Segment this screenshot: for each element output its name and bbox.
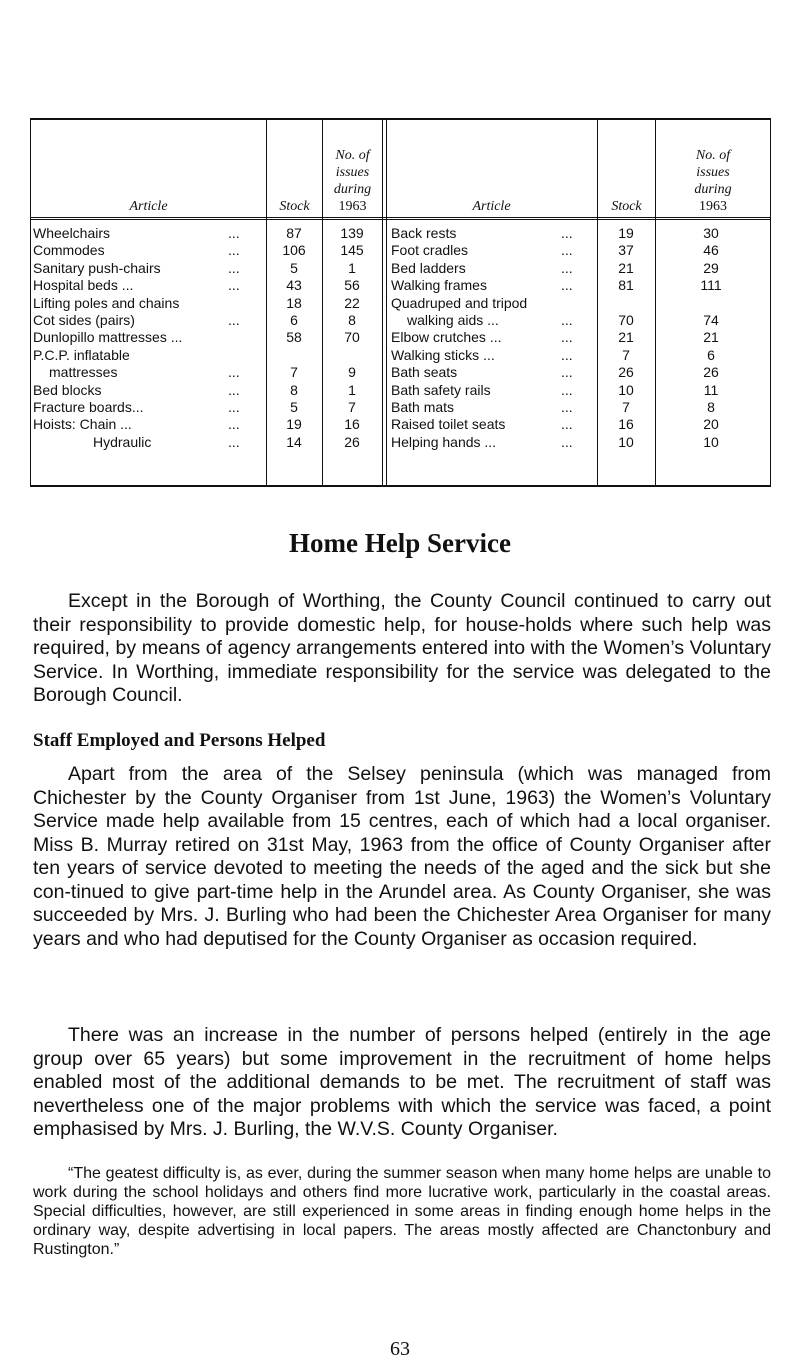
- leader-dots: ...: [228, 381, 240, 398]
- paragraph-increase: There was an increase in the number of persons helped (entirely in the age group over 65 years) but some improvement in the recruitment of home helps enabled most of the additional demands to be met. The recruitment of staff was nevertheless one of the major problems with which the service was faced, a point emphasised by Mrs. J. Burling, the W.V.S. County Organiser.: [33, 1024, 771, 1140]
- leader-dots: ...: [228, 225, 240, 241]
- table-cell-article: Hospital beds ...: [33, 277, 134, 294]
- table-cell-issues: 7: [348, 399, 356, 415]
- table-cell-article: Fracture boards...: [33, 399, 144, 415]
- header-article: Article: [129, 199, 168, 214]
- leader-dots: ...: [561, 364, 573, 381]
- table-cell-issues: 16: [344, 416, 360, 433]
- table-cell-article: Bath mats: [391, 399, 455, 415]
- leader-dots: ...: [561, 242, 573, 259]
- quote-block: “The geatest difficulty is, as ever, during the summer season when many home helps are unable to work during the school holidays and others find more lucrative work, particularly in the coastal areas. Special difficulties, however, are still experienced in some areas in finding enough home helps in the ordinary way, despite advertising in local papers. The areas mostly affected are Chanctonbury and Rustington.”: [33, 1165, 771, 1258]
- leader-dots: ...: [228, 277, 240, 294]
- table-cell-article: Elbow crutches ...: [391, 329, 502, 346]
- table-cell-article: Walking sticks ...: [391, 346, 495, 363]
- table-cell-stock: 19: [286, 416, 302, 433]
- table-cell-stock: 6: [290, 312, 298, 328]
- aids-table: [30, 118, 771, 487]
- table-cell-article: Helping hands ...: [391, 433, 497, 450]
- table-cell-article: Wheelchairs: [33, 225, 111, 241]
- header-issues: No. of issues during 1963: [694, 148, 732, 214]
- leader-dots: ...: [561, 225, 573, 241]
- leader-dots: ...: [561, 277, 573, 294]
- table-cell-article: Walking frames: [391, 277, 487, 294]
- leader-dots: ...: [228, 242, 240, 259]
- table-cell-issues: 30: [703, 225, 719, 241]
- table-cell-article: Bed ladders: [391, 259, 466, 276]
- table-cell-issues: 8: [348, 312, 356, 328]
- leader-dots: ...: [561, 329, 573, 346]
- table-cell-issues: 20: [703, 416, 719, 433]
- table-cell-article: Back rests: [391, 225, 457, 241]
- header-stock: Stock: [611, 199, 642, 214]
- table-cell-stock: 16: [618, 416, 634, 433]
- table-cell-stock: 81: [618, 277, 634, 294]
- header-article: Article: [472, 199, 511, 214]
- table-cell-issues: 6: [707, 346, 715, 363]
- table-cell-article: Sanitary push-chairs: [33, 259, 161, 276]
- table-cell-stock: 10: [618, 433, 634, 450]
- table-cell-article: Hydraulic: [93, 433, 152, 450]
- leader-dots: ...: [561, 346, 573, 363]
- leader-dots: ...: [561, 416, 573, 433]
- table-cell-stock: 106: [282, 242, 306, 259]
- leader-dots: ...: [228, 416, 240, 433]
- table-cell-article: Bath seats: [391, 364, 458, 381]
- table-cell-issues: 29: [703, 259, 719, 276]
- table-cell-stock: 87: [286, 225, 302, 241]
- table-cell-issues: 145: [340, 242, 364, 259]
- table-cell-article: Cot sides (pairs): [33, 312, 135, 328]
- table-cell-issues: 70: [344, 329, 360, 346]
- table-cell-issues: 9: [348, 364, 356, 381]
- leader-dots: ...: [228, 433, 240, 450]
- leader-dots: ...: [561, 399, 573, 415]
- leader-dots: ...: [561, 312, 573, 328]
- table-cell-issues: 1: [348, 259, 356, 276]
- table-cell-article: Bath safety rails: [391, 381, 491, 398]
- table-cell-issues: 11: [703, 381, 719, 398]
- table-cell-stock: 21: [618, 329, 634, 346]
- table-cell-issues: 26: [703, 364, 719, 381]
- table-cell-issues: 56: [344, 277, 360, 294]
- table-cell-stock: 10: [618, 381, 634, 398]
- table-cell-issues: 74: [703, 312, 719, 328]
- table-cell-stock: 14: [286, 433, 302, 450]
- header-issues: No. of issues during 1963: [333, 148, 372, 214]
- table-cell-stock: 7: [622, 346, 630, 363]
- header-rule: [31, 217, 770, 220]
- table-cell-article: Foot cradles: [391, 242, 469, 259]
- table-cell-issues: 22: [344, 294, 360, 311]
- leader-dots: ...: [561, 259, 573, 276]
- leader-dots: ...: [561, 381, 573, 398]
- table-cell-stock: 21: [618, 259, 634, 276]
- table-cell-issues: 8: [707, 399, 715, 415]
- table-cell-stock: 5: [290, 259, 298, 276]
- table-cell-issues: 46: [703, 242, 719, 259]
- table-cell-stock: 70: [618, 312, 634, 328]
- leader-dots: ...: [228, 364, 240, 381]
- table-cell-issues: 1: [348, 381, 356, 398]
- table-cell-stock: 19: [618, 225, 634, 241]
- table-cell-stock: 7: [290, 364, 298, 381]
- table-cell-article: Dunlopillo mattresses ...: [33, 329, 183, 346]
- table-cell-issues: 111: [700, 277, 722, 294]
- table-cell-article: Bed blocks: [33, 381, 102, 398]
- table-cell-stock: 43: [286, 277, 302, 294]
- table-cell-article: P.C.P. inflatable: [33, 346, 130, 363]
- table-cell-article: mattresses: [49, 364, 118, 381]
- table-cell-article: Quadruped and tripod: [391, 294, 528, 311]
- subheading: Staff Employed and Persons Helped: [33, 730, 326, 751]
- table-cell-article: Commodes: [33, 242, 105, 259]
- table-cell-stock: 8: [290, 381, 298, 398]
- table-cell-issues: 10: [703, 433, 719, 450]
- table-cell-issues: 21: [703, 329, 719, 346]
- table-cell-stock: 37: [618, 242, 634, 259]
- table-cell-stock: 26: [618, 364, 634, 381]
- table-cell-stock: 18: [286, 294, 302, 311]
- table-cell-stock: 7: [622, 399, 630, 415]
- leader-dots: ...: [561, 433, 573, 450]
- section-title: Home Help Service: [289, 528, 511, 558]
- table-cell-article: Hoists: Chain ...: [33, 416, 132, 433]
- leader-dots: ...: [228, 312, 240, 328]
- table-cell-stock: 58: [286, 329, 302, 346]
- table-cell-issues: 26: [344, 433, 360, 450]
- paragraph-intro: Except in the Borough of Worthing, the County Council continued to carry out their responsibility to provide domestic help, for house-holds where such help was required, by means of agency arrangements entered into with the Women’s Voluntary Service. In Worthing, immediate responsibility for the service was delegated to the Borough Council.: [33, 590, 771, 706]
- leader-dots: ...: [228, 399, 240, 415]
- paragraph-staff: Apart from the area of the Selsey peninsula (which was managed from Chichester by the County Organiser from 1st June, 1963) the Women’s Voluntary Service made help available from 15 centres, each of which had a local organiser. Miss B. Murray retired on 31st May, 1963 from the office of County Organiser after ten years of service devoted to meeting the needs of the aged and the sick but she con-tinued to give part-time help in the Arundel area. As County Organiser, she was succeeded by Mrs. J. Burling who had been the Chichester Area Organiser for many years and who had deputised for the County Organiser as occasion required.: [33, 763, 771, 950]
- header-stock: Stock: [279, 199, 310, 214]
- table-cell-article: Lifting poles and chains: [33, 294, 180, 311]
- table-cell-article: walking aids ...: [407, 312, 499, 328]
- table-cell-issues: 139: [340, 225, 364, 241]
- table-cell-article: Raised toilet seats: [391, 416, 506, 433]
- table-cell-stock: 5: [290, 399, 298, 415]
- page-number: 63: [390, 1338, 410, 1360]
- leader-dots: ...: [228, 259, 240, 276]
